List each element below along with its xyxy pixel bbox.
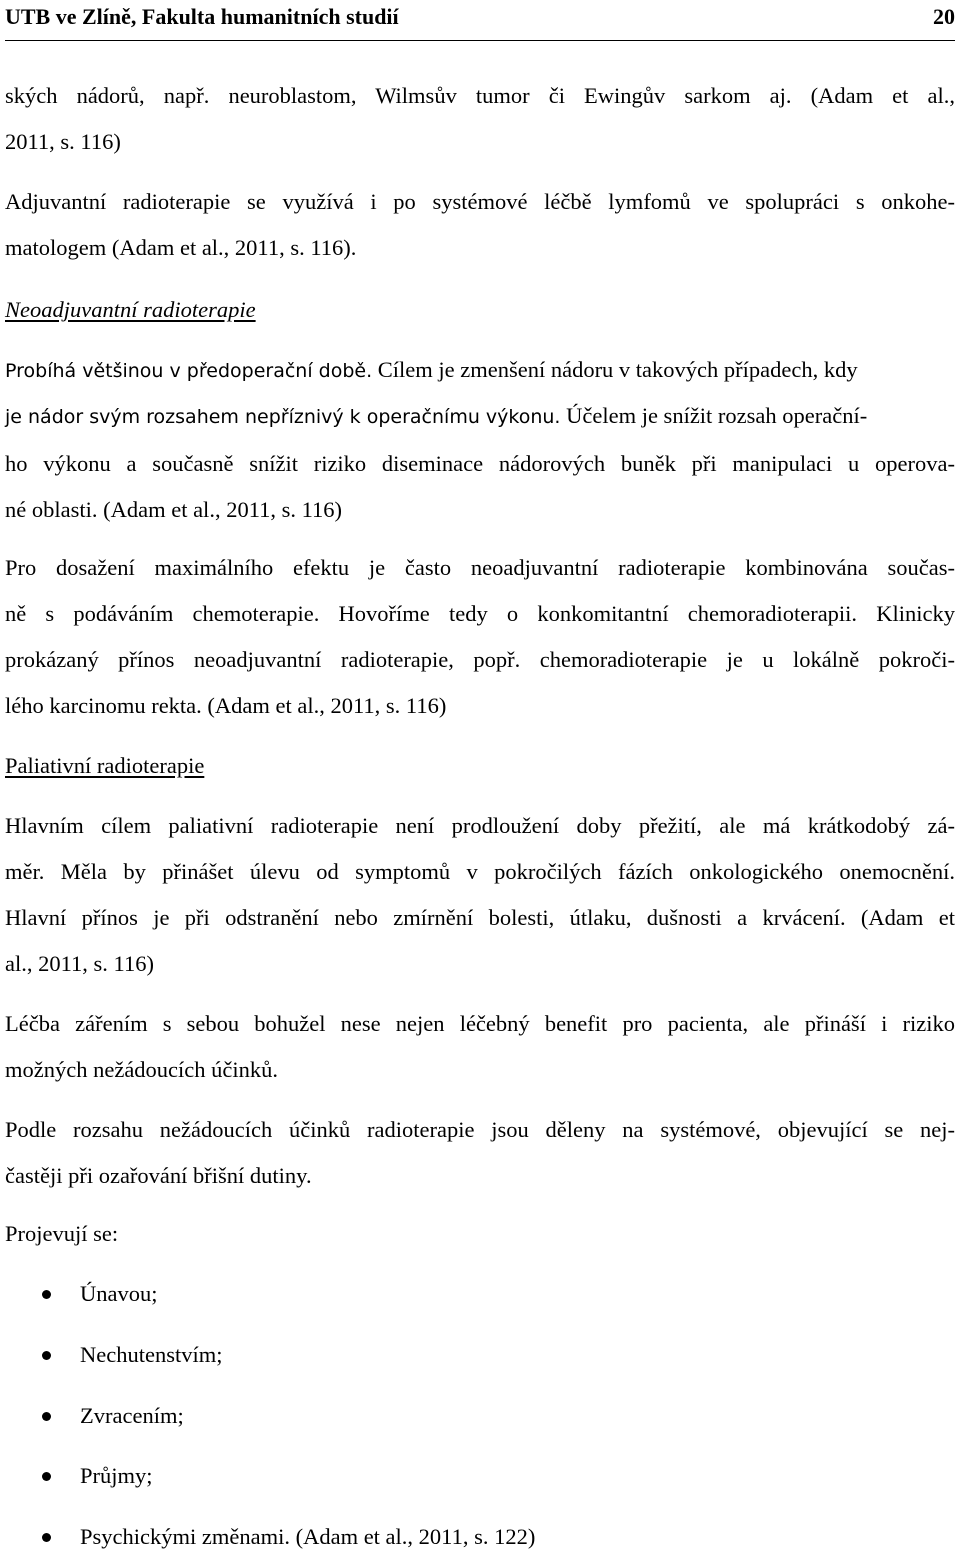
paragraph-5-line-2: měr. Měla by přinášet úlevu od symptomů v pokročilých fázích onkologického onemocnění. bbox=[5, 859, 955, 884]
paragraph-4-line-1: Pro dosažení maximálního efektu je často neoadjuvantní radioterapie kombinována součas- bbox=[5, 555, 955, 580]
paragraph-3-line-3: ho výkonu a současně snížit riziko diseminace nádorových buněk při manipulaci u operova- bbox=[5, 451, 955, 476]
list-item: Únavou; bbox=[80, 1281, 158, 1306]
paragraph-1-line-2: 2011, s. 116) bbox=[5, 129, 121, 154]
paragraph-8: Projevují se: bbox=[5, 1221, 119, 1246]
list-item: Psychickými změnami. (Adam et al., 2011, s. 122) bbox=[80, 1524, 536, 1549]
paragraph-6-line-2: možných nežádoucích účinků. bbox=[5, 1057, 279, 1082]
paragraph-4-line-4: lého karcinomu rekta. (Adam et al., 2011, s. 116) bbox=[5, 693, 447, 718]
list-item: Průjmy; bbox=[80, 1463, 153, 1488]
paragraph-3-line-1 bbox=[5, 356, 955, 385]
paragraph-1-line-1: ských nádorů, např. neuroblastom, Wilmsův tumor či Ewingův sarkom aj. (Adam et al., bbox=[5, 83, 955, 108]
paragraph-5-line-1: Hlavním cílem paliativní radioterapie není prodloužení doby přežití, ale má krátkodobý zá- bbox=[5, 813, 955, 838]
section-heading-palliative: Paliativní radioterapie bbox=[5, 753, 205, 778]
page-header bbox=[5, 0, 955, 41]
bullet-dot bbox=[42, 1412, 51, 1421]
paragraph-7-line-1: Podle rozsahu nežádoucích účinků radioterapie jsou děleny na systémové, objevující se nej- bbox=[5, 1117, 955, 1142]
page-number: 20 bbox=[933, 4, 955, 29]
list-item: Nechutenstvím; bbox=[80, 1342, 223, 1367]
bullet-dot bbox=[42, 1472, 51, 1481]
paragraph-2-line-1: Adjuvantní radioterapie se využívá i po systémové léčbě lymfomů ve spolupráci s onkohe- bbox=[5, 189, 955, 214]
paragraph-3-line-4: né oblasti. (Adam et al., 2011, s. 116) bbox=[5, 497, 343, 522]
paragraph-4-line-3: prokázaný přínos neoadjuvantní radioterapie, popř. chemoradioterapie je u lokálně pokroči- bbox=[5, 647, 955, 672]
paragraph-7-line-2: častěji při ozařování břišní dutiny. bbox=[5, 1163, 312, 1188]
paragraph-3-line-2-rest: Účelem je snížit rozsah operační- bbox=[560, 403, 868, 428]
bullet-dot bbox=[42, 1351, 51, 1360]
paragraph-5-line-4: al., 2011, s. 116) bbox=[5, 951, 154, 976]
section-heading-neoadjuvant: Neoadjuvantní radioterapie bbox=[5, 297, 256, 322]
list-item: Zvracením; bbox=[80, 1403, 184, 1428]
bullet-dot bbox=[42, 1533, 51, 1542]
paragraph-2-line-2: matologem (Adam et al., 2011, s. 116). bbox=[5, 235, 357, 260]
paragraph-5-line-3: Hlavní přínos je při odstranění nebo zmírnění bolesti, útlaku, dušnosti a krvácení. (Adam et bbox=[5, 905, 955, 930]
paragraph-4-line-2: ně s podáváním chemoterapie. Hovoříme tedy o konkomitantní chemoradioterapii. Klinicky bbox=[5, 601, 955, 626]
paragraph-3-line-2-sans: je nádor svým rozsahem nepříznivý k operačnímu výkonu. bbox=[5, 406, 561, 428]
paragraph-3-line-2 bbox=[5, 402, 955, 431]
paragraph-6-line-1: Léčba zářením s sebou bohužel nese nejen léčebný benefit pro pacienta, ale přináší i riziko bbox=[5, 1011, 955, 1036]
paragraph-3-line-1-sans: Probíhá většinou v předoperační době. bbox=[5, 360, 373, 382]
header-title: UTB ve Zlíně, Fakulta humanitních studií bbox=[5, 4, 399, 29]
paragraph-3-line-1-rest: Cílem je zmenšení nádoru v takových případech, kdy bbox=[372, 357, 858, 382]
bullet-dot bbox=[42, 1290, 51, 1299]
